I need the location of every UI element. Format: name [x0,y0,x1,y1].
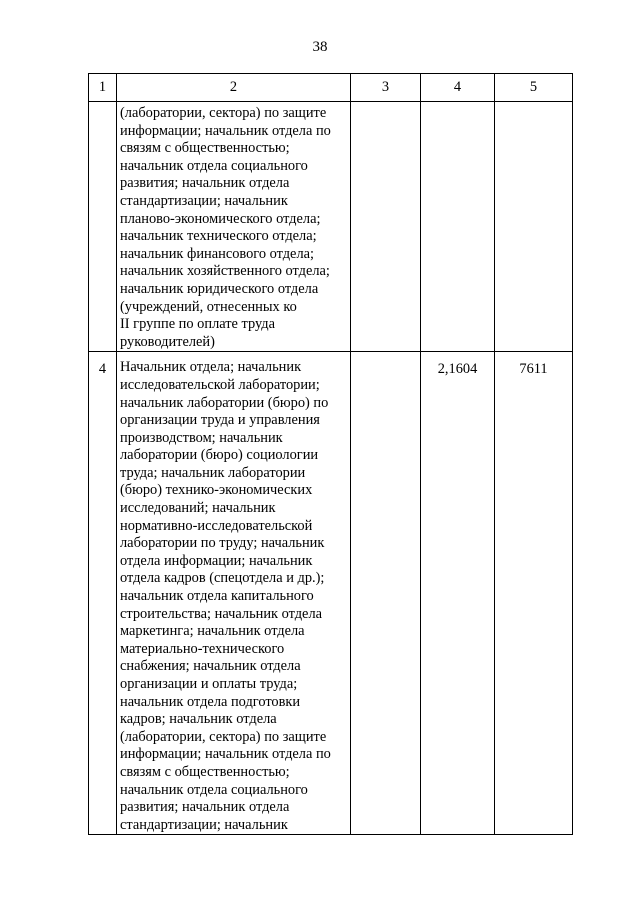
table-header-row [89,74,573,102]
coefficient-cell [421,352,495,835]
row-number [89,102,116,111]
table-row [89,102,573,352]
salary-table [88,73,573,835]
row-number-cell [89,352,117,835]
column-3-cell [351,352,421,835]
position-description: (лаборатории, сектора) по защите информации; начальник отдела по связям с общественностью; начальник отдела социального развития; начальник отдела стандартизации; начальник планово-экономического отдела; начальник технического отдела; начальник финансового отдела; начальник хозяйственного отдела; начальник юридического отдела (учреждений, отнесенных ко II группе по оплате труда руководителей) [120,105,331,350]
header-cell-4: 4 [421,74,495,102]
table-row [89,352,573,835]
column-3-value [351,102,420,111]
header-cell-3: 3 [351,74,421,102]
salary-value: 7611 [519,361,548,378]
row-number: 4 [98,361,107,378]
position-description-cell [117,352,351,835]
salary-value [495,102,572,111]
header-cell-5: 5 [495,74,573,102]
column-3-value [351,352,420,361]
position-description: Начальник отдела; начальник исследовательской лаборатории; начальник лаборатории (бюро) по организации труда и управления производством; начальник лаборатории (бюро) социологии труда; начальник лаборатории (бюро) технико-экономических исследований; начальник нормативно-исследовательской лаборатории по труду; начальник отдела информации; начальник отдела кадров (спецотдела и др.); начальник отдела капитального строительства; начальник отдела маркетинга; начальник отдела материально-технического снабжения; начальник отдела организации и оплаты труда; начальник отдела подготовки кадров; начальник отдела (лаборатории, сектора) по защите информации; начальник отдела по связям с общественностью; начальник отдела социального развития; начальник отдела стандартизации; начальник [120,359,331,833]
page-number: 38 [312,39,328,55]
header-cell-1: 1 [89,74,117,102]
column-3-cell [351,102,421,352]
salary-cell [495,352,573,835]
row-number-cell [89,102,117,352]
position-description-cell [117,102,351,352]
header-cell-2: 2 [117,74,351,102]
salary-cell [495,102,573,352]
coefficient-value [421,102,494,111]
coefficient-value: 2,1604 [437,361,478,378]
coefficient-cell [421,102,495,352]
